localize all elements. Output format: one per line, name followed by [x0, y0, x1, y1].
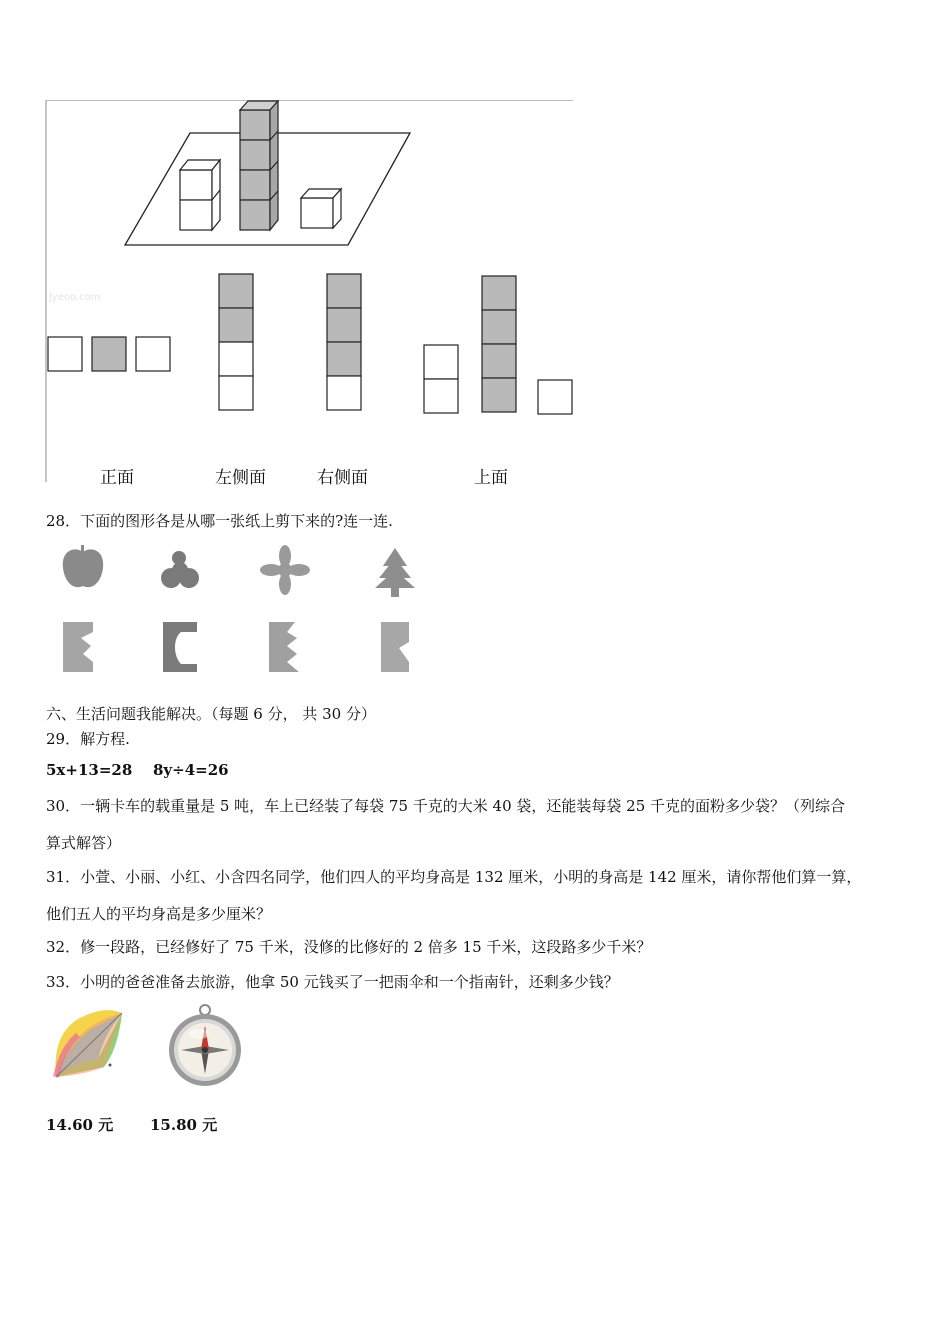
- gourd-shape: [161, 551, 199, 588]
- q29-eq2: 8y÷4=26: [153, 761, 229, 779]
- cube-views-figure: [45, 100, 573, 482]
- left-view-label: 左侧面: [215, 468, 266, 488]
- cutout-shapes-row: [55, 542, 435, 602]
- q33-text: 33．小明的爸爸准备去旅游，他拿 50 元钱买了一把雨伞和一个指南针，还剩多少钱？: [46, 973, 619, 991]
- cube-stack-two: [180, 160, 220, 230]
- q29-eq1: 5x+13=28: [46, 761, 133, 779]
- section6-title: 六、生活问题我能解决。（每题 6 分， 共 30 分）: [46, 705, 376, 723]
- apple-shape: [63, 545, 103, 587]
- front-view-label: 正面: [100, 468, 134, 488]
- right-side-view: [327, 274, 361, 410]
- q31-line1: 31．小萱、小丽、小红、小含四名同学，他们四人的平均身高是 132 厘米，小明的身高是 142 厘米，请你帮他们算一算，: [46, 868, 862, 886]
- q30-line2: 算式解答）: [46, 834, 122, 852]
- watermark: jyeoo.com: [49, 292, 101, 303]
- top-view: [424, 276, 572, 414]
- q32-text: 32．修一段路，已经修好了 75 千米，没修的比修好的 2 倍多 15 千米，这段路多少千米？: [46, 938, 652, 956]
- flower-shape: [260, 545, 310, 595]
- paper-piece-3: [269, 622, 299, 672]
- paper-piece-1: [63, 622, 93, 672]
- q30-line1: 30．一辆卡车的载重量是 5 吨，车上已经装了每袋 75 千克的大米 40 袋，还能装每袋 25 千克的面粉多少袋？（列综合: [46, 797, 846, 815]
- compass-icon: [165, 1002, 245, 1088]
- paper-piece-2: [163, 622, 197, 672]
- paper-pieces-row: [55, 618, 435, 678]
- q28-text: 28．下面的图形各是从哪一张纸上剪下来的?连一连.: [46, 512, 393, 530]
- cube-single: [301, 189, 341, 228]
- q29-text: 29．解方程.: [46, 730, 130, 748]
- cube-stack-four: [240, 101, 278, 230]
- paper-piece-4: [381, 622, 409, 672]
- umbrella-icon: [48, 1005, 128, 1085]
- compass-price: 15.80 元: [150, 1116, 218, 1134]
- umbrella-price: 14.60 元: [46, 1116, 114, 1134]
- front-view: [48, 337, 170, 371]
- top-view-label: 上面: [474, 468, 508, 488]
- right-view-label: 右侧面: [317, 468, 368, 488]
- tree-shape: [375, 548, 415, 597]
- left-side-view: [219, 274, 253, 410]
- q31-line2: 他们五人的平均身高是多少厘米？: [46, 905, 272, 923]
